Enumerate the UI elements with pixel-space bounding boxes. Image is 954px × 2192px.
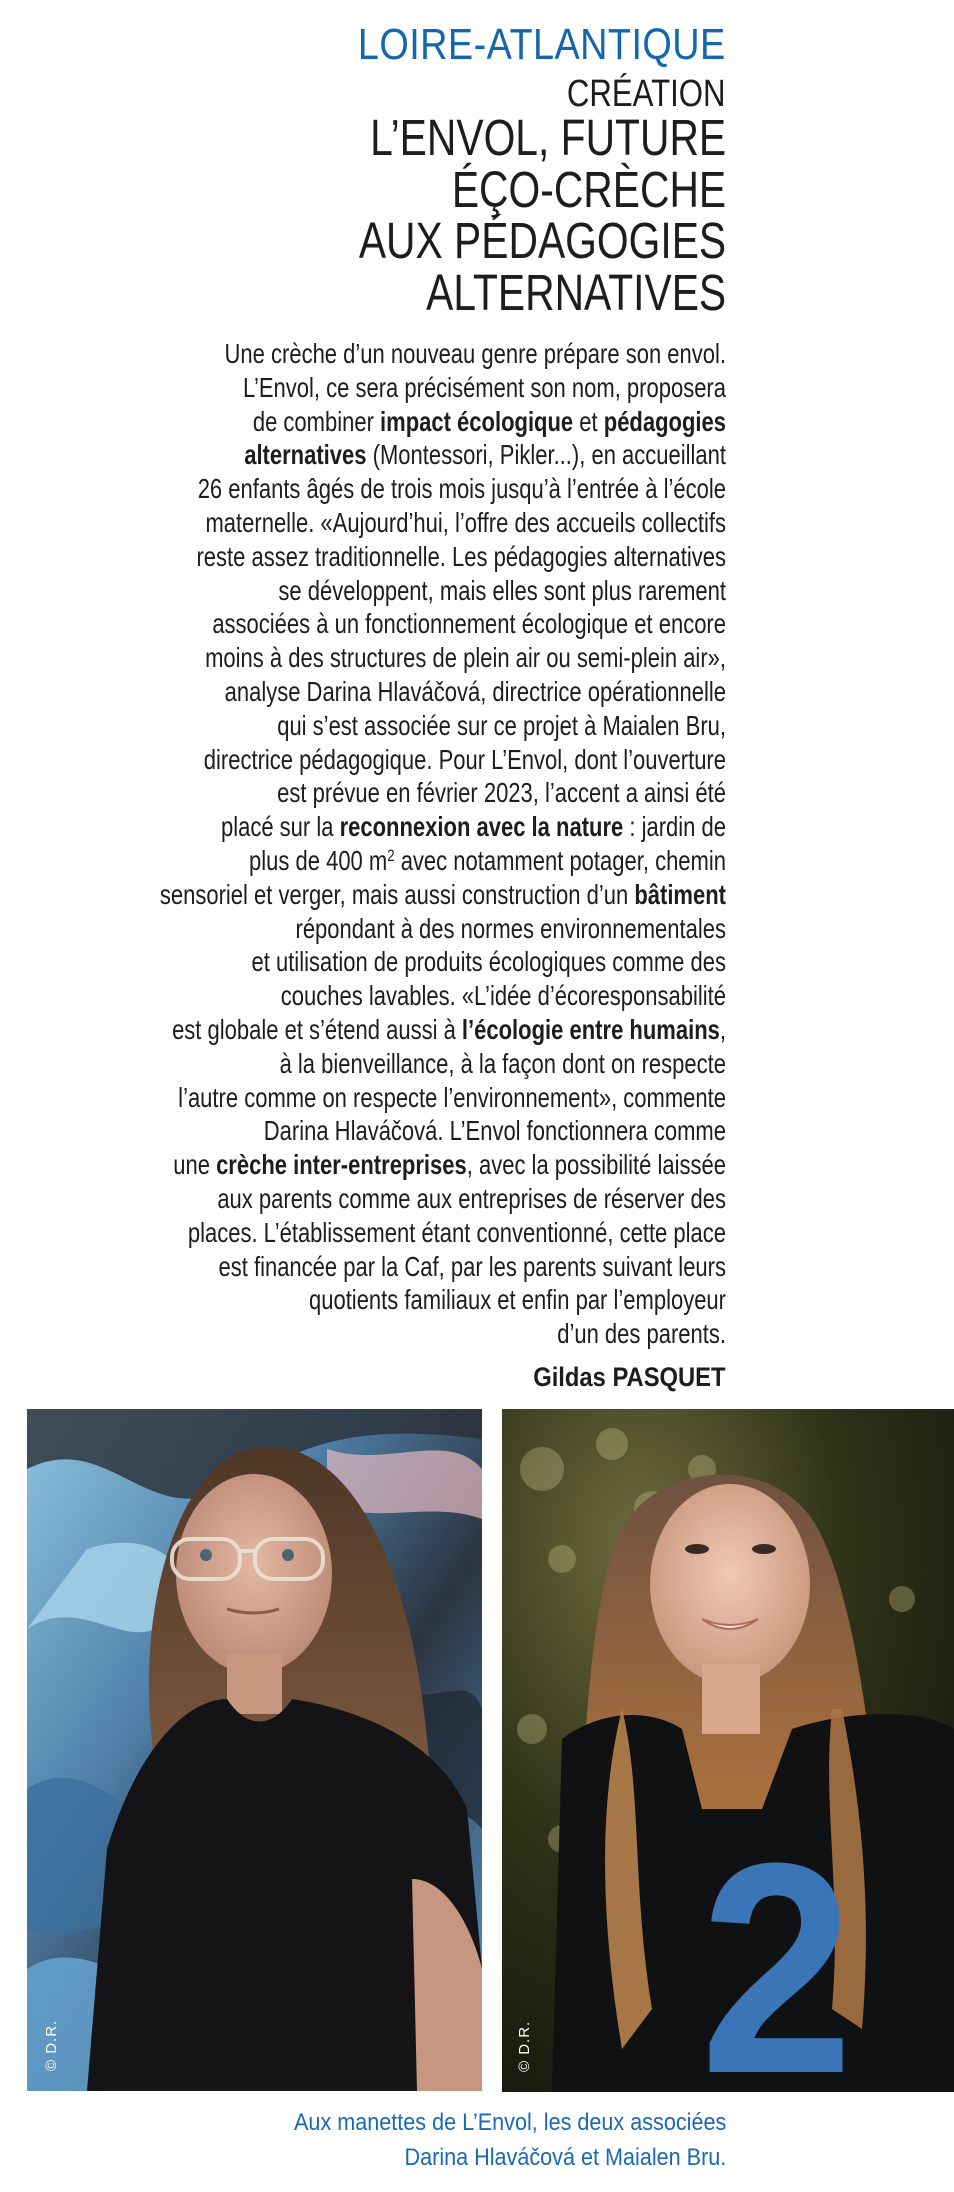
superscript: 2 [387, 846, 395, 865]
text-run: places. L’établissement étant conventionné, cette place [187, 1216, 727, 1248]
body-line [74, 844, 726, 878]
text-run: répondant à des normes environnementales [295, 912, 726, 944]
body-line [74, 337, 726, 371]
photo-credit: © D.R. [516, 2020, 533, 2072]
text-run: se développent, mais elles sont plus rarement [278, 574, 726, 606]
body-line [74, 506, 726, 540]
body-line [74, 1081, 726, 1115]
article-title [358, 109, 726, 321]
body-line [74, 709, 726, 743]
text-run: couches lavables. «L’idée d’écoresponsabilité [280, 980, 726, 1012]
bold-phrase: reconnexion avec la nature [339, 811, 624, 843]
body-line [74, 979, 726, 1013]
body-line [74, 1283, 726, 1317]
text-run: maternelle. «Aujourd’hui, l’offre des accueils collectifs [205, 506, 727, 538]
bold-phrase: bâtiment [634, 878, 726, 910]
caption-line: Darina Hlaváčová et Maialen Bru. [404, 2144, 726, 2171]
body-line [74, 438, 726, 472]
text-run: plus de 400 m [249, 844, 388, 876]
portrait-image [27, 1409, 482, 2091]
body-line [74, 371, 726, 405]
body-line [74, 945, 726, 979]
text-run: une [173, 1149, 217, 1181]
body-line [74, 743, 726, 777]
text-run: L’Envol, ce sera précisément son nom, proposera [242, 371, 726, 403]
text-run: de combiner [252, 405, 381, 437]
text-run: quotients familiaux et enfin par l’employeur [308, 1284, 726, 1316]
bold-phrase: pédagogies [603, 405, 726, 437]
body-line [74, 607, 726, 641]
text-run: est globale et s’étend aussi à [172, 1013, 462, 1045]
body-line [74, 1047, 726, 1081]
body-line [74, 641, 726, 675]
text-run: avec notamment potager, chemin [394, 844, 726, 876]
title-line: ÉÇO-CRÈCHE [451, 160, 726, 218]
body-line [74, 810, 726, 844]
text-run: et [573, 405, 604, 437]
text-run: , avec la possibilité laissée [466, 1149, 726, 1181]
text-run: l’autre comme on respecte l’environnement», commente [178, 1081, 727, 1113]
body-line [74, 405, 726, 439]
text-run: est financée par la Caf, par les parents suivant leurs [218, 1250, 726, 1282]
bold-phrase: crèche inter-entreprises [216, 1149, 467, 1181]
body-line [74, 472, 726, 506]
text-run: d’un des parents. [557, 1318, 726, 1350]
body-line [74, 878, 726, 912]
photo-darina [27, 1409, 482, 2091]
region-kicker: LOIRE-ATLANTIQUE [358, 20, 726, 69]
text-run: Une crèche d’un nouveau genre prépare son envol. [224, 338, 726, 369]
body-line [74, 1317, 726, 1351]
text-run: 26 enfants âgés de trois mois jusqu’à l’entrée à l’école [197, 473, 726, 505]
author-byline: Gildas PASQUET [533, 1362, 726, 1392]
title-line: ALTERNATIVES [425, 263, 726, 321]
body-line [74, 1013, 726, 1047]
text-run: aux parents comme aux entreprises de réserver des [217, 1182, 726, 1214]
bold-phrase: alternatives [244, 439, 367, 471]
body-line [74, 540, 726, 574]
page-number: 2 [700, 1800, 854, 2136]
text-run: est prévue en février 2023, l’accent a ainsi été [277, 777, 726, 809]
title-line: L’ENVOL, FUTURE [370, 109, 726, 166]
body-line [74, 675, 726, 709]
text-run: reste assez traditionnelle. Les pédagogies alternatives [196, 540, 726, 572]
text-run: qui s’est associée sur ce projet à Maialen Bru, [277, 709, 726, 741]
body-line [74, 1148, 726, 1182]
article-body [74, 337, 726, 1351]
photo-caption [294, 2105, 726, 2175]
body-line [74, 1216, 726, 1250]
text-run: à la bienveillance, à la façon dont on respecte [279, 1047, 726, 1079]
text-run: , [719, 1013, 726, 1045]
title-line: AUX PÉDAGOGIES [358, 212, 726, 269]
body-line [74, 912, 726, 946]
body-line [74, 574, 726, 608]
rubric-label: CRÉATION [567, 73, 726, 115]
body-line [74, 1250, 726, 1284]
photo-credit: © D.R. [43, 2019, 60, 2071]
text-run: sensoriel et verger, mais aussi construction d’un [159, 878, 635, 910]
bold-phrase: l’écologie entre humains [461, 1013, 720, 1045]
bold-phrase: impact écologique [380, 405, 574, 437]
text-run: placé sur la [220, 811, 340, 843]
text-run: (Montessori, Pikler...), en accueillant [366, 439, 726, 471]
body-line [74, 1114, 726, 1148]
text-run: analyse Darina Hlaváčová, directrice opérationnelle [224, 675, 727, 707]
text-run: associées à un fonctionnement écologique et encore [212, 608, 726, 640]
body-line [74, 776, 726, 810]
text-run: Darina Hlaváčová. L’Envol fonctionnera comme [263, 1115, 726, 1147]
text-run: directrice pédagogique. Pour L’Envol, dont l’ouverture [203, 743, 726, 775]
text-run: : jardin de [623, 811, 726, 843]
body-line [74, 1182, 726, 1216]
caption-line: Aux manettes de L’Envol, les deux associées [293, 2109, 726, 2136]
text-run: et utilisation de produits écologiques comme des [251, 946, 726, 978]
text-run: moins à des structures de plein air ou semi-plein air», [205, 642, 726, 674]
